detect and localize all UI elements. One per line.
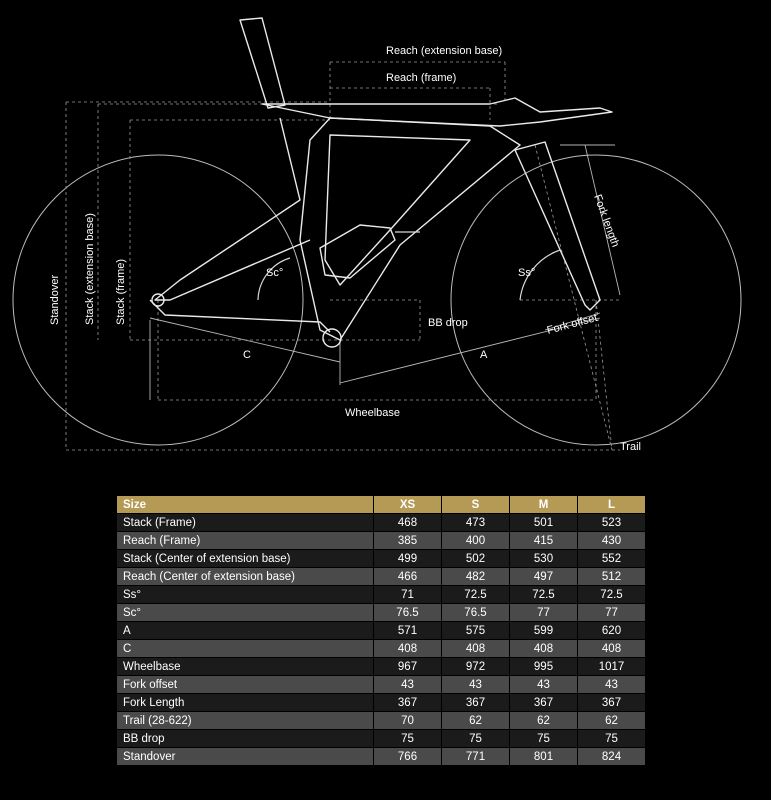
table-row-label: Stack (Center of extension base) bbox=[117, 550, 374, 568]
table-cell: 415 bbox=[510, 532, 578, 550]
table-row bbox=[117, 676, 646, 694]
seat-angle-arc bbox=[258, 258, 290, 300]
table-row bbox=[117, 604, 646, 622]
label-stack-frame: Stack (frame) bbox=[115, 258, 127, 325]
label-a: A bbox=[480, 349, 488, 361]
table-cell: 468 bbox=[374, 514, 442, 532]
table-cell: 408 bbox=[510, 640, 578, 658]
table-cell: 367 bbox=[578, 694, 646, 712]
table-cell: 400 bbox=[442, 532, 510, 550]
table-row-label: Ss° bbox=[117, 586, 374, 604]
table-cell: 43 bbox=[442, 676, 510, 694]
table-cell: 367 bbox=[510, 694, 578, 712]
table-header-cell: L bbox=[578, 496, 646, 514]
table-row bbox=[117, 730, 646, 748]
table-row-label: Fork Length bbox=[117, 694, 374, 712]
table-row-label: C bbox=[117, 640, 374, 658]
table-row-label: Standover bbox=[117, 748, 374, 766]
table-cell: 367 bbox=[442, 694, 510, 712]
table-header-cell: Size bbox=[117, 496, 374, 514]
table-cell: 501 bbox=[510, 514, 578, 532]
table-row bbox=[117, 514, 646, 532]
table-header-cell: XS bbox=[374, 496, 442, 514]
table-cell: 512 bbox=[578, 568, 646, 586]
label-standover: Standover bbox=[49, 274, 61, 325]
table-body bbox=[117, 514, 646, 766]
label-ss: Ss° bbox=[518, 267, 536, 279]
table-row bbox=[117, 622, 646, 640]
table-cell: 473 bbox=[442, 514, 510, 532]
table-row bbox=[117, 532, 646, 550]
table-cell: 72.5 bbox=[578, 586, 646, 604]
table-cell: 77 bbox=[578, 604, 646, 622]
table-row-label: Sc° bbox=[117, 604, 374, 622]
table-cell: 70 bbox=[374, 712, 442, 730]
table-cell: 385 bbox=[374, 532, 442, 550]
table-cell: 967 bbox=[374, 658, 442, 676]
table-cell: 408 bbox=[578, 640, 646, 658]
table-cell: 408 bbox=[442, 640, 510, 658]
table-cell: 599 bbox=[510, 622, 578, 640]
table-cell: 71 bbox=[374, 586, 442, 604]
table-cell: 72.5 bbox=[442, 586, 510, 604]
table-cell: 75 bbox=[374, 730, 442, 748]
table-cell: 530 bbox=[510, 550, 578, 568]
table-cell: 499 bbox=[374, 550, 442, 568]
table-cell: 72.5 bbox=[510, 586, 578, 604]
label-sc: Sc° bbox=[266, 267, 284, 279]
label-fork-length: Fork length bbox=[591, 192, 622, 249]
dimension-lines bbox=[66, 62, 620, 450]
label-stack-ext: Stack (extension base) bbox=[84, 213, 96, 325]
label-wheelbase: Wheelbase bbox=[345, 407, 401, 419]
label-c: C bbox=[243, 349, 251, 361]
label-trail: Trail bbox=[620, 441, 641, 453]
label-fork-offset: Fork offset bbox=[545, 311, 599, 337]
table-cell: 76.5 bbox=[374, 604, 442, 622]
table-row bbox=[117, 712, 646, 730]
table-row-label: Reach (Frame) bbox=[117, 532, 374, 550]
table-cell: 62 bbox=[578, 712, 646, 730]
bike-frame bbox=[150, 18, 612, 347]
table-cell: 76.5 bbox=[442, 604, 510, 622]
table-cell: 466 bbox=[374, 568, 442, 586]
dimension-solid-lines bbox=[150, 145, 620, 400]
table-header-cell: M bbox=[510, 496, 578, 514]
table-cell: 408 bbox=[374, 640, 442, 658]
table-cell: 75 bbox=[442, 730, 510, 748]
table-cell: 1017 bbox=[578, 658, 646, 676]
table-cell: 771 bbox=[442, 748, 510, 766]
label-reach-frame: Reach (frame) bbox=[386, 72, 457, 84]
table-cell: 502 bbox=[442, 550, 510, 568]
table-cell: 75 bbox=[578, 730, 646, 748]
table-header-row bbox=[117, 496, 646, 514]
table-cell: 972 bbox=[442, 658, 510, 676]
table-cell: 430 bbox=[578, 532, 646, 550]
table-cell: 575 bbox=[442, 622, 510, 640]
table-cell: 62 bbox=[442, 712, 510, 730]
table-row bbox=[117, 550, 646, 568]
table-row-label: BB drop bbox=[117, 730, 374, 748]
table-cell: 824 bbox=[578, 748, 646, 766]
table-cell: 766 bbox=[374, 748, 442, 766]
table-cell: 571 bbox=[374, 622, 442, 640]
label-reach-ext: Reach (extension base) bbox=[386, 45, 503, 57]
table-cell: 77 bbox=[510, 604, 578, 622]
table-row-label: Reach (Center of extension base) bbox=[117, 568, 374, 586]
table-row bbox=[117, 640, 646, 658]
table-cell: 43 bbox=[578, 676, 646, 694]
table-row bbox=[117, 586, 646, 604]
table-cell: 43 bbox=[510, 676, 578, 694]
table-cell: 62 bbox=[510, 712, 578, 730]
table-row-label: Fork offset bbox=[117, 676, 374, 694]
table-cell: 367 bbox=[374, 694, 442, 712]
table-header-cell: S bbox=[442, 496, 510, 514]
table-row bbox=[117, 748, 646, 766]
geometry-table bbox=[116, 495, 646, 766]
table-row bbox=[117, 568, 646, 586]
table-cell: 75 bbox=[510, 730, 578, 748]
table-cell: 552 bbox=[578, 550, 646, 568]
table-row-label: Wheelbase bbox=[117, 658, 374, 676]
label-bb-drop: BB drop bbox=[428, 317, 468, 329]
table-cell: 43 bbox=[374, 676, 442, 694]
table-row-label: A bbox=[117, 622, 374, 640]
table-row bbox=[117, 694, 646, 712]
table-row-label: Stack (Frame) bbox=[117, 514, 374, 532]
table-cell: 523 bbox=[578, 514, 646, 532]
table-row bbox=[117, 658, 646, 676]
table-cell: 482 bbox=[442, 568, 510, 586]
table-cell: 995 bbox=[510, 658, 578, 676]
table-cell: 801 bbox=[510, 748, 578, 766]
table-row-label: Trail (28-622) bbox=[117, 712, 374, 730]
table-cell: 497 bbox=[510, 568, 578, 586]
table-cell: 620 bbox=[578, 622, 646, 640]
